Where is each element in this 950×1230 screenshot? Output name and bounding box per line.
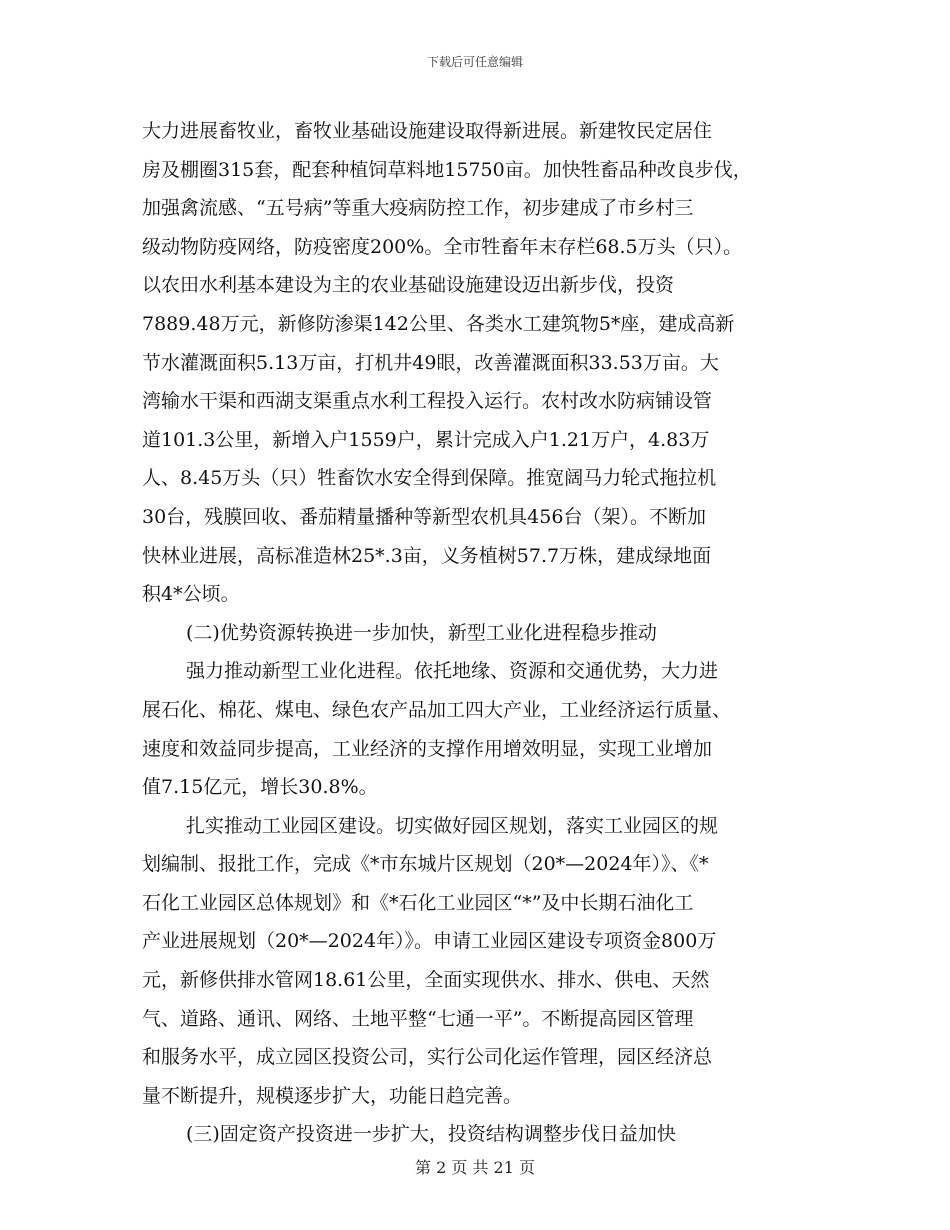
- text-line: 气、道路、通讯、网络、土地平整“七通一平”。不断提高园区管理: [142, 1007, 694, 1030]
- text-line: 速度和效益同步提高，工业经济的支撑作用增效明显，实现工业增加: [142, 737, 713, 760]
- text-line: 扎实推动工业园区建设。切实做好园区规划，落实工业园区的规: [186, 814, 719, 837]
- text-line: 房及棚圈315套，配套种植饲草料地15750亩。加快牲畜品种改良步伐，: [142, 158, 752, 181]
- text-line: (三)固定资产投资进一步扩大，投资结构调整步伐日益加快: [186, 1123, 676, 1146]
- text-line: 元，新修供排水管网18.61公里，全面实现供水、排水、供电、天然: [142, 969, 710, 992]
- text-line: 湾输水干渠和西湖支渠重点水利工程投入运行。农村改水防病铺设管: [142, 390, 713, 413]
- text-line: 和服务水平，成立园区投资公司，实行公司化运作管理，园区经济总: [142, 1046, 713, 1069]
- text-line: 展石化、棉花、煤电、绿色农产品加工四大产业，工业经济运行质量、: [142, 698, 732, 721]
- text-line: 强力推动新型工业化进程。依托地缘、资源和交通优势，大力进: [186, 660, 719, 683]
- text-line: 快林业进展，高标准造林25*.3亩，义务植树57.7万株，建成绿地面: [142, 544, 712, 567]
- text-line: 道101.3公里，新增入户1559户，累计完成入户1.21万户，4.83万: [142, 428, 710, 451]
- text-line: 人、8.45万头（只）牲畜饮水安全得到保障。推宽阔马力轮式拖拉机: [142, 467, 717, 490]
- page-number: 第 2 页 共 21 页: [415, 1158, 535, 1177]
- document-body: [142, 112, 812, 1154]
- text-line: 节水灌溉面积5.13万亩，打机井49眼，改善灌溉面积33.53万亩。大: [142, 351, 719, 374]
- text-line: (二)优势资源转换进一步加快，新型工业化进程稳步推动: [186, 621, 657, 644]
- text-line: 划编制、报批工作，完成《*市东城片区规划（20*—2024年）》、《*: [142, 853, 709, 876]
- text-line: 30台，残膜回收、番茄精量播种等新型农机具456台（架）。不断加: [142, 505, 706, 528]
- text-line: 值7.15亿元，增长30.8%。: [142, 776, 378, 799]
- text-line: 加强禽流感、“五号病”等重大疫病防控工作，初步建成了市乡村三: [142, 197, 694, 220]
- text-line: 级动物防疫网络，防疫密度200%。全市牲畜年末存栏68.5万头（只）。: [142, 235, 743, 258]
- text-line: 以农田水利基本建设为主的农业基础设施建设迈出新步伐，投资: [142, 274, 675, 297]
- text-line: 积4*公顷。: [142, 583, 240, 606]
- page-header-note: 下载后可任意编辑: [426, 55, 523, 69]
- text-line: 石化工业园区总体规划》和《*石化工业园区“*”及中长期石油化工: [142, 891, 694, 914]
- text-line: 量不断提升，规模逐步扩大，功能日趋完善。: [142, 1084, 523, 1107]
- text-line: 7889.48万元，新修防渗渠142公里、各类水工建筑物5*座，建成高新: [142, 312, 735, 335]
- text-line: 产业进展规划（20*—2024年）》。申请工业园区建设专项资金800万: [142, 930, 717, 953]
- text-line: 大力进展畜牧业，畜牧业基础设施建设取得新进展。新建牧民定居住: [142, 120, 713, 142]
